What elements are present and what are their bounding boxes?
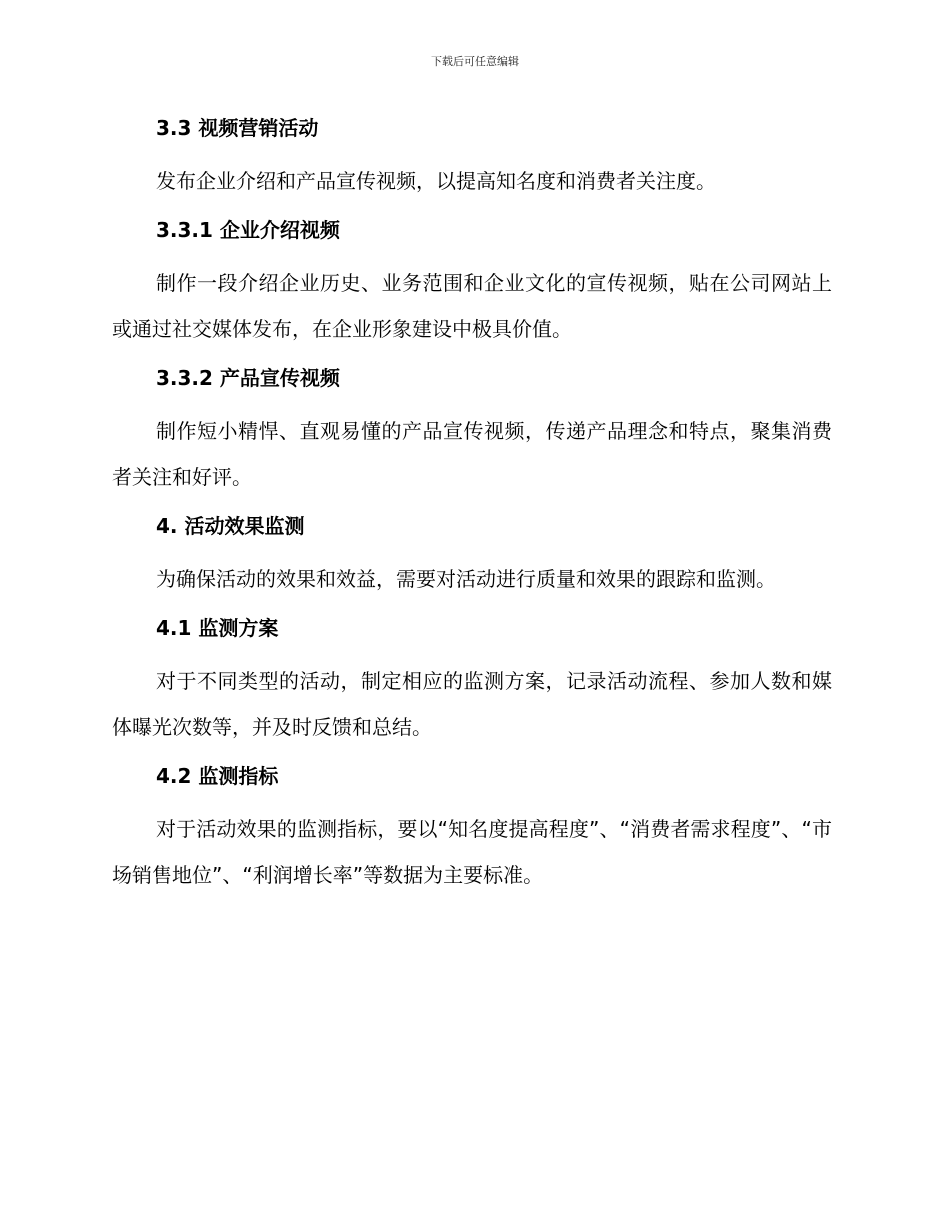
document-body (112, 112, 832, 898)
paragraph-3-3: 发布企业介绍和产品宣传视频，以提高知名度和消费者关注度。 (156, 169, 716, 193)
heading-4: 4. 活动效果监测 (156, 514, 305, 538)
heading-3-3-2: 3.3.2 产品宣传视频 (156, 366, 340, 390)
page-header-note: 下载后可任意编辑 (431, 55, 519, 68)
paragraph-3-3-2: 制作短小精悍、直观易懂的产品宣传视频，传递产品理念和特点，聚集消费者关注和好评。 (112, 419, 832, 489)
paragraph-3-3-1: 制作一段介绍企业历史、业务范围和企业文化的宣传视频，贴在公司网站上或通过社交媒体发布，在企业形象建设中极具价值。 (112, 271, 832, 341)
paragraph-4-1: 对于不同类型的活动，制定相应的监测方案，记录活动流程、参加人数和媒体曝光次数等，并及时反馈和总结。 (112, 669, 832, 739)
heading-4-2: 4.2 监测指标 (156, 764, 279, 788)
heading-3-3: 3.3 视频营销活动 (156, 116, 319, 140)
paragraph-4: 为确保活动的效果和效益，需要对活动进行质量和效果的跟踪和监测。 (156, 567, 776, 591)
heading-4-1: 4.1 监测方案 (156, 616, 279, 640)
paragraph-4-2: 对于活动效果的监测指标，要以“知名度提高程度”、“消费者需求程度”、“市场销售地位”、“利润增长率”等数据为主要标准。 (112, 817, 832, 887)
heading-3-3-1: 3.3.1 企业介绍视频 (156, 218, 340, 242)
